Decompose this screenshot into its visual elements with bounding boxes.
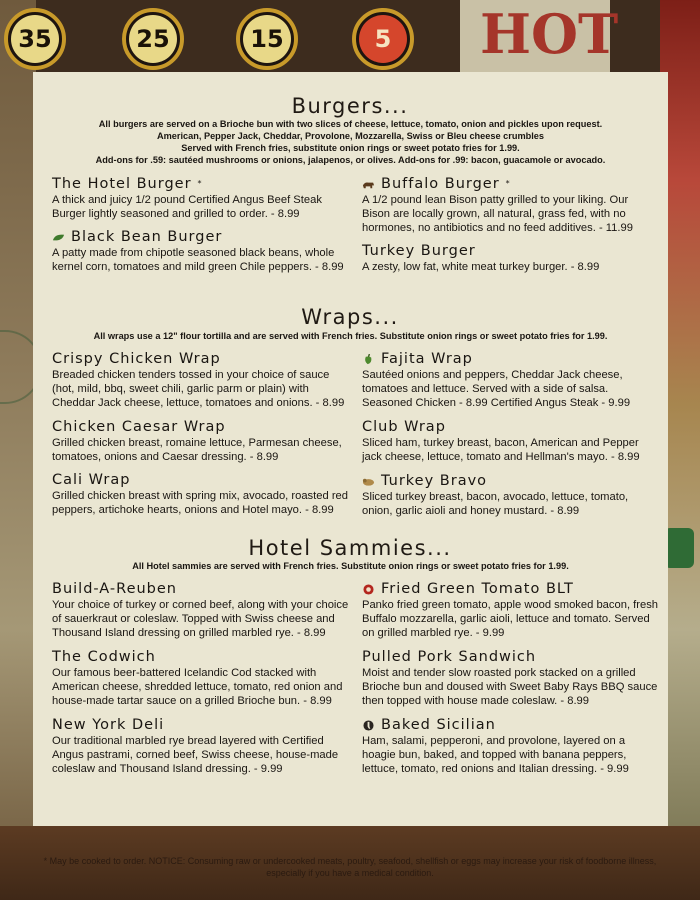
menu-item: [52, 228, 352, 274]
item-name: Cali Wrap: [52, 472, 131, 488]
desc-line: peppers, artichoke hearts, onions and Hotel mayo. - 8.99: [52, 504, 334, 516]
desc-line: of sauerkraut or coleslaw. Topped with Swiss cheese and: [52, 613, 335, 625]
item-name: Buffalo Burger: [381, 176, 500, 192]
item-name-row: [52, 350, 352, 368]
desc-line: Moist and tender slow roasted pork stacked on a grilled: [362, 667, 636, 679]
desc-line: Seasoned Chicken - 8.99 Certified Angus Steak - 9.99: [362, 397, 631, 409]
menu-item: [362, 648, 662, 708]
menu-item: [52, 175, 352, 221]
burgers-intro: [33, 118, 668, 166]
item-name: Fried Green Tomato BLT: [381, 581, 574, 597]
section-title-sammies: Hotel Sammies...: [248, 536, 452, 560]
item-name-row: [362, 350, 662, 368]
sammies-intro: [33, 560, 668, 572]
desc-line: jack cheese, lettuce, tomato and Hellman's mayo. - 8.99: [362, 451, 640, 463]
desc-line: Burger lightly seasoned and grilled to order. - 8.99: [52, 208, 300, 220]
item-description: [52, 489, 352, 517]
menu-item: [52, 471, 352, 517]
turkey-icon: [362, 476, 375, 487]
item-name: Black Bean Burger: [71, 229, 223, 245]
item-name: Turkey Bravo: [381, 473, 488, 489]
desc-line: Brioche bun and doused with Sweet Baby Rays BBQ sauce: [362, 681, 658, 693]
desc-line: Cheddar Jack cheese, lettuce, tomatoes and onions. - 8.99: [52, 397, 345, 409]
item-description: [362, 490, 662, 518]
item-name: Turkey Burger: [362, 243, 476, 259]
intro-line: All burgers are served on a Brioche bun with two slices of cheese, lettuce, tomato, onion and pickles upon request.: [98, 119, 603, 129]
desc-line: hormones, no antibiotics and no feed additives. - 11.99: [362, 222, 633, 234]
item-name-row: [362, 175, 662, 193]
item-description: [52, 436, 352, 464]
item-name-row: [52, 418, 352, 436]
item-description: [362, 260, 662, 274]
bingo-ball-number: 15: [243, 15, 291, 63]
item-name: Baked Sicilian: [381, 717, 496, 733]
desc-line: (hot, mild, bbq, sweet chili, garlic parm or plain) with: [52, 383, 309, 395]
item-description: [362, 193, 662, 235]
italy-icon: [362, 720, 375, 731]
item-asterisk: *: [505, 179, 511, 188]
desc-line: Grilled chicken breast with spring mix, avocado, roasted red: [52, 490, 348, 502]
desc-line: Breaded chicken tenders tossed in your choice of sauce: [52, 369, 330, 381]
item-name-row: [362, 418, 662, 436]
item-name-row: [52, 471, 352, 489]
desc-line: kernel corn, tomatoes and mild green Chile peppers. - 8.99: [52, 261, 344, 273]
menu-item: [362, 716, 662, 776]
menu-item: [52, 350, 352, 410]
menu-item: [362, 242, 662, 274]
item-name-row: [52, 648, 352, 666]
menu-item: [362, 418, 662, 464]
menu-item: [362, 350, 662, 410]
intro-line: All Hotel sammies are served with French fries. Substitute onion rings or sweet potato fries for 1.99.: [132, 561, 569, 571]
item-name-row: [52, 175, 352, 193]
bingo-ball-number: 5: [359, 15, 407, 63]
bingo-ball-icon: [352, 8, 414, 70]
food-safety-notice: * May be cooked to order. NOTICE: Consuming raw or undercooked meats, poultry, seafood, shellfish or eggs may increase your risk of foodborne illness, especially if you have a medical condition.: [43, 856, 657, 878]
desc-line: American cheese, shredded lettuce, tomato, red onion and: [52, 681, 343, 693]
vintage-sign-text: HOT: [480, 2, 619, 66]
desc-line: A zesty, low fat, white meat turkey burger. - 8.99: [362, 261, 600, 273]
item-name-row: [362, 472, 662, 490]
item-description: [52, 734, 352, 776]
desc-line: Panko fried green tomato, apple wood smoked bacon, fresh: [362, 599, 659, 611]
item-description: [52, 246, 352, 274]
item-description: [362, 734, 662, 776]
bingo-ball-icon: [4, 8, 66, 70]
item-name: Chicken Caesar Wrap: [52, 419, 226, 435]
item-name-row: [52, 580, 352, 598]
vintage-sign-lettering: [460, 0, 619, 80]
item-name-row: [52, 716, 352, 734]
desc-line: A thick and juicy 1/2 pound Certified Angus Beef Steak: [52, 194, 322, 206]
item-name: New York Deli: [52, 717, 165, 733]
desc-line: on grilled marbled rye. - 9.99: [362, 627, 505, 639]
desc-line: house-made tartar sauce on a grilled Brioche bun. - 8.99: [52, 695, 332, 707]
item-name: Crispy Chicken Wrap: [52, 351, 221, 367]
desc-line: hoagie bun, baked, and topped with banana peppers,: [362, 749, 627, 761]
item-description: [362, 436, 662, 464]
leaf-icon: [52, 232, 65, 243]
desc-line: coleslaw and Thousand Island dressing. - 9.99: [52, 763, 283, 775]
item-name: Fajita Wrap: [381, 351, 473, 367]
bison-icon: [362, 179, 375, 190]
menu-item: [52, 418, 352, 464]
desc-line: Our traditional marbled rye bread layered with Certified: [52, 735, 324, 747]
item-name: The Hotel Burger: [52, 176, 192, 192]
bingo-ball-icon: [236, 8, 298, 70]
menu-item: [52, 716, 352, 776]
bingo-ball-number: 25: [129, 15, 177, 63]
desc-line: Thousand Island dressing on grilled marbled rye. - 8.99: [52, 627, 326, 639]
item-description: [362, 598, 662, 640]
pepper-icon: [362, 354, 375, 365]
item-description: [362, 368, 662, 410]
item-name: The Codwich: [52, 649, 156, 665]
desc-line: then topped with house made coleslaw. - 8.99: [362, 695, 590, 707]
bingo-ball-number: 35: [11, 15, 59, 63]
wraps-intro: [33, 330, 668, 342]
desc-line: Ham, salami, pepperoni, and provolone, layered on a: [362, 735, 626, 747]
desc-line: Sliced ham, turkey breast, bacon, American and Pepper: [362, 437, 639, 449]
left-background-strip: [0, 0, 36, 900]
menu-item: [362, 175, 662, 235]
item-name-row: [362, 648, 662, 666]
bingo-ball-icon: [122, 8, 184, 70]
desc-line: lettuce, tomato, red onions and Italian dressing. - 9.99: [362, 763, 629, 775]
item-description: [52, 368, 352, 410]
desc-line: Angus pastrami, corned beef, Swiss cheese, house-made: [52, 749, 339, 761]
desc-line: onion, garlic aioli and honey mustard. - 8.99: [362, 505, 580, 517]
tomato-icon: [362, 584, 375, 595]
item-name: Club Wrap: [362, 419, 446, 435]
desc-line: Sautéed onions and peppers, Cheddar Jack cheese,: [362, 369, 623, 381]
item-description: [362, 666, 662, 708]
desc-line: Our famous beer-battered Icelandic Cod stacked with: [52, 667, 317, 679]
desc-line: Buffalo mozzarella, garlic aioli, lettuce and tomato. Served: [362, 613, 650, 625]
desc-line: A 1/2 pound lean Bison patty grilled to your liking. Our: [362, 194, 629, 206]
menu-item: [52, 648, 352, 708]
item-name-row: [362, 580, 662, 598]
section-title-wraps: Wraps...: [301, 305, 399, 329]
item-name-row: [362, 242, 662, 260]
menu-item: [362, 580, 662, 640]
desc-line: tomatoes and lettuce. Served with a side of salsa.: [362, 383, 609, 395]
menu-item: [362, 472, 662, 518]
desc-line: Grilled chicken breast, romaine lettuce, Parmesan cheese,: [52, 437, 342, 449]
desc-line: tomatoes, onions and Caesar dressing. - 8.99: [52, 451, 279, 463]
item-description: [52, 666, 352, 708]
section-title-burgers: Burgers...: [291, 94, 409, 118]
intro-line: All wraps use a 12" flour tortilla and are served with French fries. Substitute onion rings or sweet potato fries for 1.99.: [93, 331, 608, 341]
menu-item: [52, 580, 352, 640]
item-name: Pulled Pork Sandwich: [362, 649, 537, 665]
intro-line: Served with French fries, substitute onion rings or sweet potato fries for 1.99.: [181, 143, 520, 153]
item-name: Build-A-Reuben: [52, 581, 177, 597]
item-name-row: [52, 228, 352, 246]
item-name-row: [362, 716, 662, 734]
item-asterisk: *: [197, 179, 203, 188]
intro-line: American, Pepper Jack, Cheddar, Provolone, Mozzarella, Swiss or Bleu cheese crumbles: [156, 131, 545, 141]
desc-line: Your choice of turkey or corned beef, along with your choice: [52, 599, 349, 611]
intro-line: Add-ons for .59: sautéed mushrooms or onions, jalapenos, or olives. Add-ons for .99: bacon, guacamole or avocado.: [95, 155, 606, 165]
item-description: [52, 193, 352, 221]
desc-line: A patty made from chipotle seasoned black beans, whole: [52, 247, 335, 259]
desc-line: Sliced turkey breast, bacon, avocado, lettuce, tomato,: [362, 491, 629, 503]
desc-line: Bison are locally grown, all natural, grass fed, with no: [362, 208, 626, 220]
item-description: [52, 598, 352, 640]
